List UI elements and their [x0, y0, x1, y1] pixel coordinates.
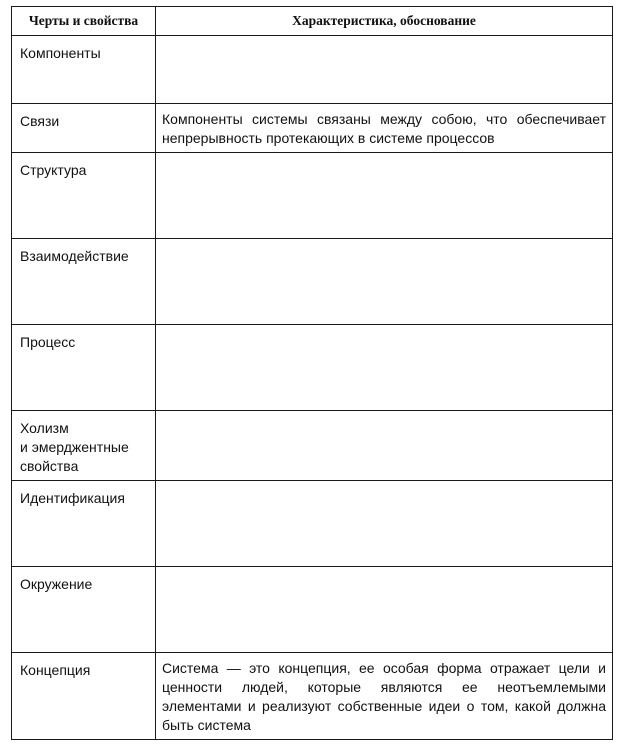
table-row	[12, 653, 613, 740]
table-header-row	[12, 7, 613, 36]
row-description-structure	[156, 153, 613, 239]
header-description: Характеристика, обоснование	[156, 7, 613, 36]
row-property-process: Процесс	[12, 325, 156, 411]
table-row	[12, 325, 613, 411]
table-row	[12, 567, 613, 653]
row-description-components	[156, 36, 613, 104]
row-property-holism: Холизм и эмерджентные свойства	[12, 411, 156, 481]
row-property-links: Связи	[12, 104, 156, 153]
row-property-concept: Концепция	[12, 653, 156, 740]
row-description-environment	[156, 567, 613, 653]
row-description-process	[156, 325, 613, 411]
row-property-interaction: Взаимодействие	[12, 239, 156, 325]
row-property-components: Компоненты	[12, 36, 156, 104]
row-property-identification: Идентификация	[12, 481, 156, 567]
row-description-interaction	[156, 239, 613, 325]
row-property-environment: Окружение	[12, 567, 156, 653]
table-row	[12, 411, 613, 481]
table-row	[12, 481, 613, 567]
row-description-concept: Система — это концепция, ее особая форма отражает цели и ценности людей, которые являются ее неотъемлемыми элементами и реализуют собственные идеи о том, какой должна быть система	[156, 653, 613, 740]
properties-table-container	[11, 6, 612, 740]
table-row	[12, 153, 613, 239]
row-description-identification	[156, 481, 613, 567]
properties-table	[11, 6, 613, 740]
table-row	[12, 104, 613, 153]
row-property-structure: Структура	[12, 153, 156, 239]
row-description-links: Компоненты системы связаны между собою, что обеспечивает непрерывность протекающих в системе процессов	[156, 104, 613, 153]
row-description-holism	[156, 411, 613, 481]
table-row	[12, 239, 613, 325]
table-row	[12, 36, 613, 104]
header-property: Черты и свойства	[12, 7, 156, 36]
